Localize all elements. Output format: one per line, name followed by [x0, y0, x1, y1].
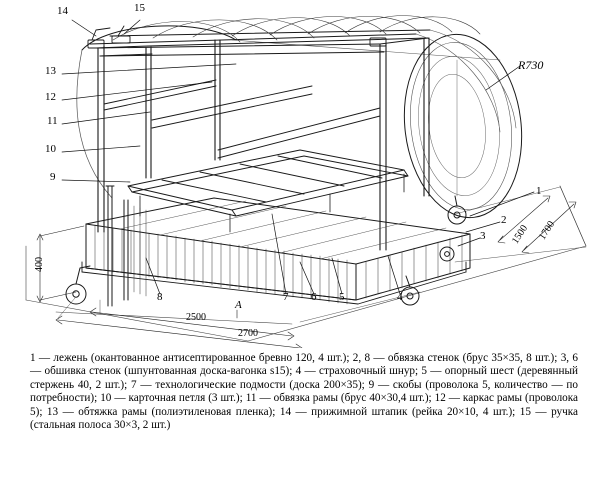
callout-6: 6 [311, 291, 317, 303]
dimension-1700: 1700 [537, 219, 558, 242]
callout-3: 3 [480, 230, 486, 242]
callout-15: 15 [134, 2, 145, 14]
dimension-2500: 2500 [186, 312, 206, 323]
dimension-1500: 1500 [510, 223, 531, 246]
callout-8: 8 [157, 291, 163, 303]
callout-13: 13 [45, 65, 56, 77]
callout-14: 14 [57, 5, 68, 17]
dimension-2700: 2700 [238, 328, 258, 339]
callout-2: 2 [501, 214, 507, 226]
callout-4: 4 [397, 291, 403, 303]
figure-caption: 1 — лежень (окантованное антисептированное бревно 120, 4 шт.); 2, 8 — обвязка стенок (брус 35×35, 8 шт.); 3, 6 — обшивка стенок (шпунтованная доска-вагонка s15); 4 — страховочный шнур; 5 — опорный шест (деревянный стержень 40, 2 шт.); 7 — технологические подмости (доска 200×35); 9 — скобы (проволока 5, количество — по потребности); 10 — карточная петля (3 шт.); 11 — обвязка рамы (брус 40×30,4 шт.); 12 — каркас рамы (проволока 5); 13 — обтяжка рамы (полиэтиленовая пленка); 14 — прижимной штапик (рейка 20×10, 4 шт.); 15 — ручка (стальная полоса 30×3, 2 шт.) [30, 352, 578, 432]
callout-9: 9 [50, 171, 56, 183]
dimension-400: 400 [34, 257, 45, 272]
callout-5: 5 [339, 291, 345, 303]
callout-1: 1 [536, 185, 542, 197]
callout-7: 7 [283, 291, 289, 303]
callout-10: 10 [45, 143, 56, 155]
callout-11: 11 [47, 115, 58, 127]
axis-label-a: A [235, 299, 242, 311]
radius-label: R730 [518, 58, 544, 72]
callout-12: 12 [45, 91, 56, 103]
